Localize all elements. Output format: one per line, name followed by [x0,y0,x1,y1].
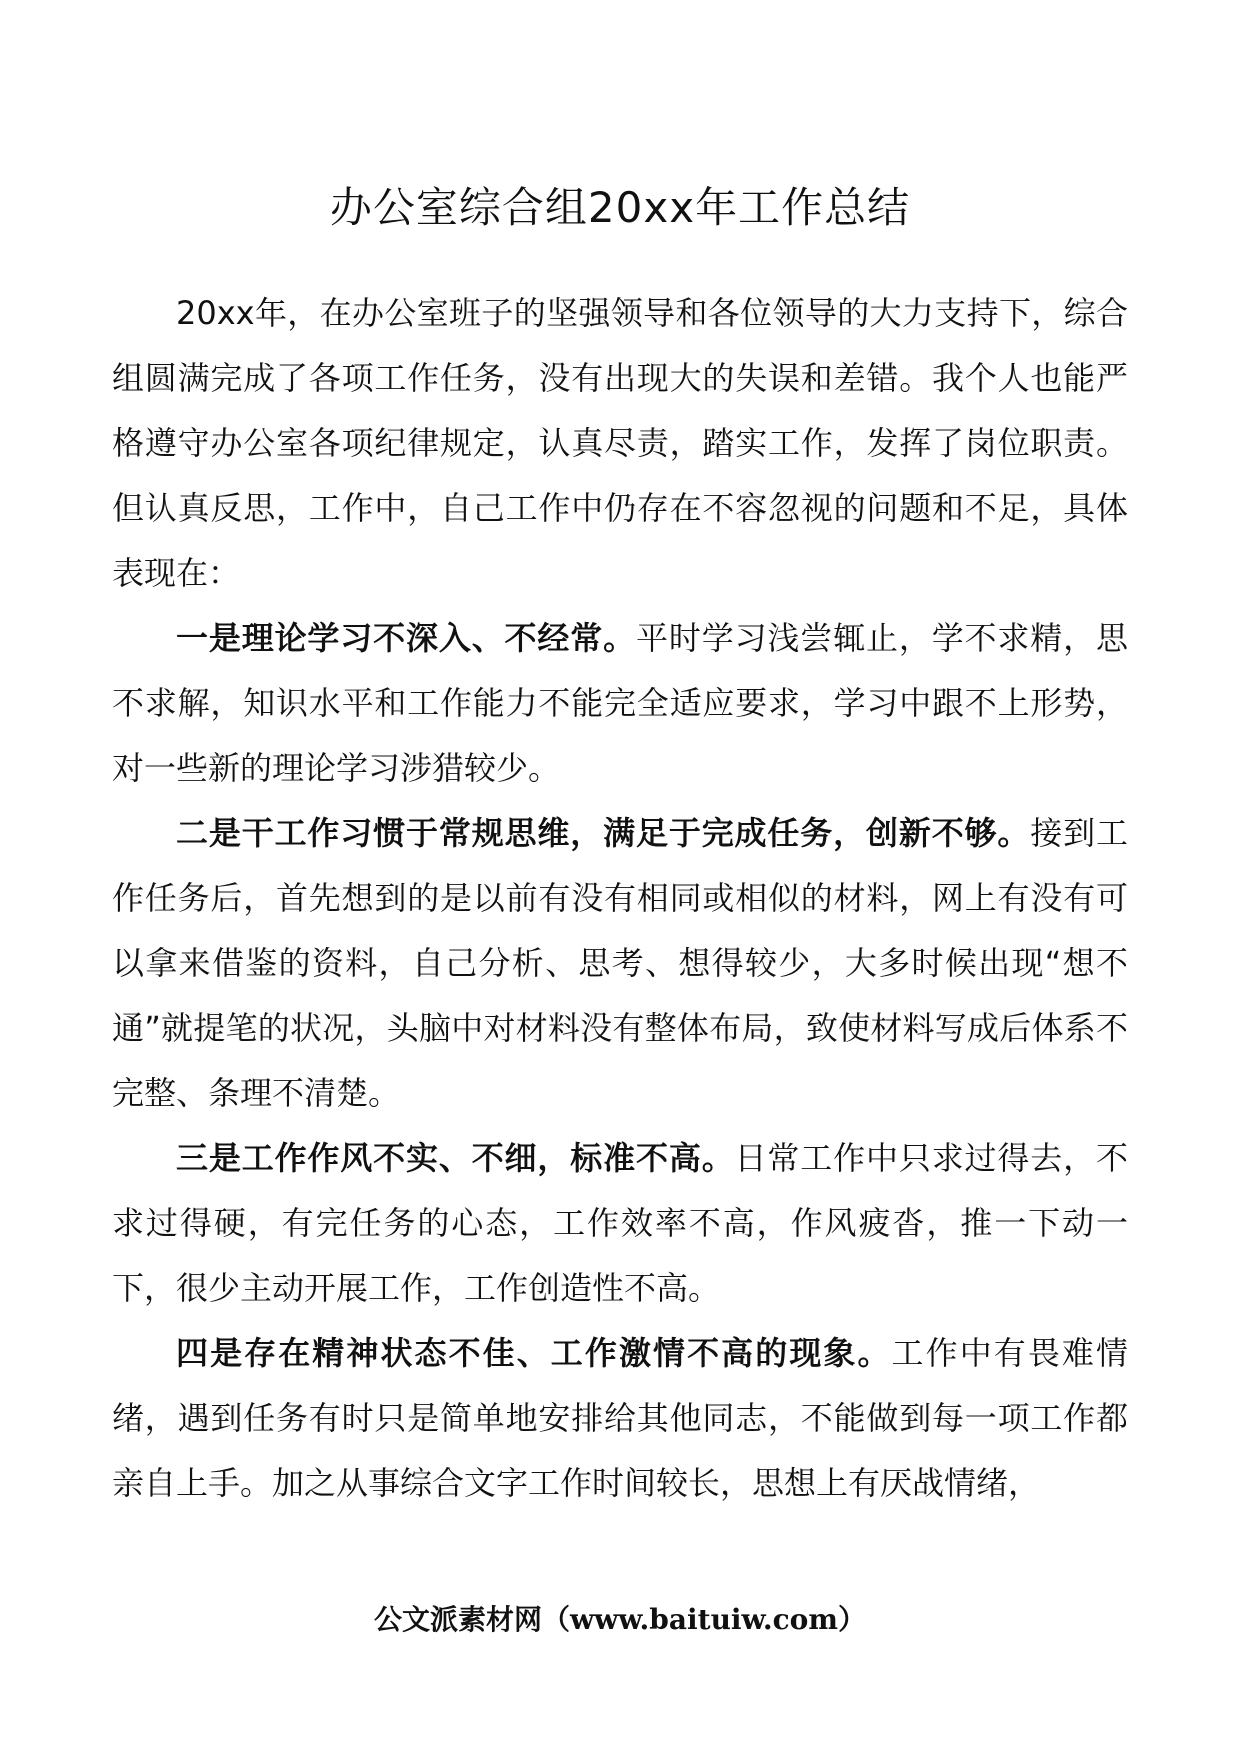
paragraph-text: 日常工作中只求过得去，不求过得硬，有完任务的心态，工作效率不高，作风疲沓，推一下动一下，很少主动开展工作，工作创造性不高。 [112,1139,1128,1307]
paragraph-intro [112,281,1128,606]
paragraph-text: 20xx年，在办公室班子的坚强领导和各位领导的大力支持下，综合组圆满完成了各项工作任务，没有出现大的失误和差错。我个人也能严格遵守办公室各项纪律规定，认真尽责，踏实工作，发挥了岗位职责。但认真反思，工作中，自己工作中仍存在不容忽视的问题和不足，具体表现在： [112,294,1128,592]
paragraph-lead: 一是理论学习不深入、不经常。 [176,619,636,657]
document-body [112,281,1128,1516]
paragraph-text: 平时学习浅尝辄止，学不求精，思不求解，知识水平和工作能力不能完全适应要求，学习中跟不上形势，对一些新的理论学习涉猎较少。 [112,619,1128,787]
footer-watermark: 公文派素材网（www.baituiw.com） [374,1603,866,1636]
paragraph-text: 接到工作任务后，首先想到的是以前有没有相同或相似的材料，网上有没有可以拿来借鉴的资料，自己分析、思考、想得较少，大多时候出现“想不通”就提笔的状况，头脑中对材料没有整体布局，致使材料写成后体系不完整、条理不清楚。 [112,814,1128,1112]
document-title: 办公室综合组20xx年工作总结 [329,183,911,232]
paragraph-lead: 四是存在精神状态不佳、工作激情不高的现象。 [176,1334,892,1372]
paragraph-lead: 二是干工作习惯于常规思维，满足于完成任务，创新不够。 [176,814,1031,852]
paragraph-text: 工作中有畏难情绪，遇到任务有时只是简单地安排给其他同志，不能做到每一项工作都亲自上手。加之从事综合文字工作时间较长，思想上有厌战情绪， [112,1334,1128,1502]
paragraph-lead: 三是工作作风不实、不细，标准不高。 [176,1139,735,1177]
paragraph-point-4 [112,1321,1128,1516]
paragraph-point-2 [112,801,1128,1126]
paragraph-point-3 [112,1126,1128,1321]
paragraph-point-1 [112,606,1128,801]
